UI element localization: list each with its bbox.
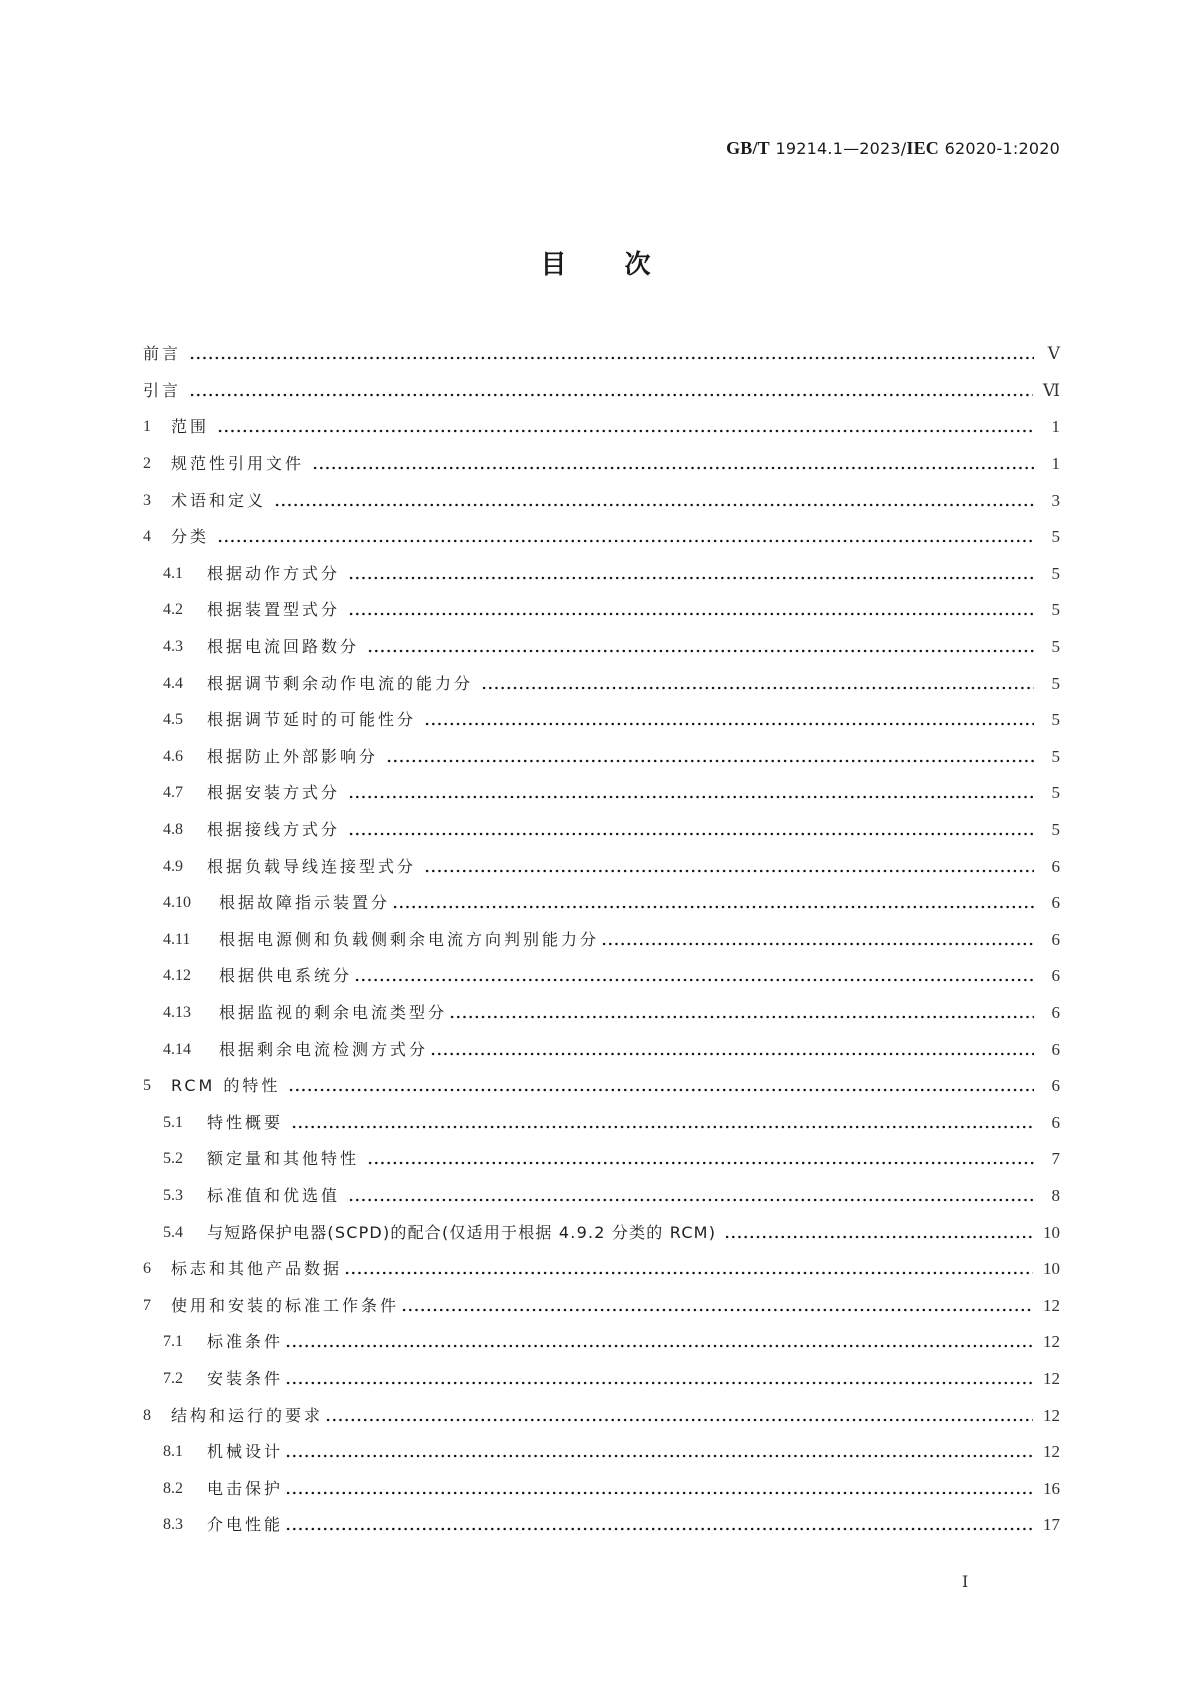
toc-entry-label: 介电性能 bbox=[207, 1515, 284, 1535]
toc-entry-number: 4.3 bbox=[163, 638, 183, 656]
toc-entry-page: 6 bbox=[1051, 1039, 1060, 1059]
dot-leader bbox=[285, 1479, 1033, 1499]
dot-leader bbox=[367, 637, 1034, 657]
toc-entry-page: 6 bbox=[1051, 929, 1060, 949]
toc-entry-4-6[interactable] bbox=[143, 739, 1060, 776]
toc-entry-4-1[interactable] bbox=[143, 556, 1060, 593]
dot-leader bbox=[724, 1223, 1033, 1243]
toc-entry-5-1[interactable] bbox=[143, 1104, 1060, 1141]
toc-entry-page: 12 bbox=[1043, 1368, 1060, 1388]
toc-entry-8-3[interactable] bbox=[143, 1507, 1060, 1544]
toc-entry-page: 5 bbox=[1051, 746, 1060, 766]
iec-prefix: IEC bbox=[906, 138, 940, 158]
toc-entry-8-1[interactable] bbox=[143, 1434, 1060, 1471]
toc-entry-number: 5.1 bbox=[163, 1113, 183, 1131]
toc-entry-4-7[interactable] bbox=[143, 775, 1060, 812]
toc-entry-label: 标志和其他产品数据 bbox=[171, 1259, 343, 1279]
toc-entry-number: 5.4 bbox=[163, 1223, 183, 1241]
toc-entry-label: 与短路保护电器(SCPD)的配合(仅适用于根据 4.9.2 分类的 RCM) bbox=[207, 1222, 717, 1242]
toc-entry-label: 标准条件 bbox=[207, 1332, 284, 1352]
toc-entry-5[interactable] bbox=[143, 1068, 1060, 1105]
toc-entry-number: 4.7 bbox=[163, 784, 183, 802]
toc-entry-label: 根据接线方式分 bbox=[207, 820, 341, 840]
toc-entry-page: 6 bbox=[1051, 1002, 1060, 1022]
dot-leader bbox=[401, 1296, 1033, 1316]
toc-entry-label: 根据故障指示装置分 bbox=[219, 893, 391, 913]
toc-entry-4-14[interactable] bbox=[143, 1031, 1060, 1068]
toc-entry-label: 特性概要 bbox=[207, 1112, 284, 1132]
dot-leader bbox=[285, 1515, 1033, 1535]
toc-entry-page: 1 bbox=[1051, 417, 1060, 437]
toc-entry-label: 术语和定义 bbox=[171, 490, 267, 510]
toc-entry-number: 4 bbox=[143, 528, 151, 546]
dot-leader bbox=[601, 930, 1034, 950]
dot-leader bbox=[285, 1332, 1033, 1352]
dot-leader bbox=[354, 966, 1034, 986]
dot-leader bbox=[348, 783, 1034, 803]
toc-entry-page: 5 bbox=[1051, 783, 1060, 803]
toc-entry-4-10[interactable] bbox=[143, 885, 1060, 922]
toc-entry-number: 4.14 bbox=[163, 1040, 191, 1058]
toc-entry-4-3[interactable] bbox=[143, 629, 1060, 666]
toc-entry-label: 根据负载导线连接型式分 bbox=[207, 856, 417, 876]
toc-entry-label: 根据调节延时的可能性分 bbox=[207, 710, 417, 730]
toc-entry-page: 6 bbox=[1051, 856, 1060, 876]
toc-entry-7-1[interactable] bbox=[143, 1324, 1060, 1361]
toc-entry-number: 5.3 bbox=[163, 1186, 183, 1204]
toc-entry-label: 电击保护 bbox=[207, 1478, 284, 1498]
toc-entry-label: 根据安装方式分 bbox=[207, 783, 341, 803]
toc-entry-number: 8 bbox=[143, 1406, 151, 1424]
toc-entry-page: 7 bbox=[1051, 1149, 1060, 1169]
toc-entry-label: 根据动作方式分 bbox=[207, 563, 341, 583]
dot-leader bbox=[189, 344, 1034, 364]
toc-entry-introduction[interactable] bbox=[143, 373, 1060, 410]
toc-entry-number: 6 bbox=[143, 1260, 151, 1278]
toc-entry-foreword[interactable] bbox=[143, 336, 1060, 373]
toc-entry-page: 3 bbox=[1051, 490, 1060, 510]
toc-entry-3[interactable] bbox=[143, 482, 1060, 519]
toc-entry-page: 5 bbox=[1051, 820, 1060, 840]
toc-entry-7-2[interactable] bbox=[143, 1361, 1060, 1398]
toc-entry-number: 7.2 bbox=[163, 1369, 183, 1387]
dot-leader bbox=[285, 1442, 1033, 1462]
dot-leader bbox=[481, 674, 1034, 694]
toc-entry-number: 2 bbox=[143, 455, 151, 473]
toc-entry-label: 根据供电系统分 bbox=[219, 966, 353, 986]
toc-entry-number: 4.12 bbox=[163, 967, 191, 985]
toc-entry-page: Ⅵ bbox=[1042, 380, 1060, 400]
dot-leader bbox=[392, 893, 1034, 913]
dot-leader bbox=[274, 491, 1034, 511]
toc-entry-page: 8 bbox=[1051, 1185, 1060, 1205]
dot-leader bbox=[348, 1186, 1034, 1206]
toc-entry-page: 5 bbox=[1051, 600, 1060, 620]
page-title-char-1: 目 bbox=[540, 250, 567, 280]
dot-leader bbox=[344, 1259, 1033, 1279]
toc-entry-7[interactable] bbox=[143, 1287, 1060, 1324]
dot-leader bbox=[325, 1406, 1033, 1426]
toc-entry-number: 5.2 bbox=[163, 1150, 183, 1168]
page-title bbox=[0, 244, 1191, 281]
toc-entry-number: 8.2 bbox=[163, 1479, 183, 1497]
toc-entry-4-11[interactable] bbox=[143, 922, 1060, 959]
toc-entry-number: 8.1 bbox=[163, 1443, 183, 1461]
toc-entry-4-13[interactable] bbox=[143, 995, 1060, 1032]
toc-entry-label: 根据剩余电流检测方式分 bbox=[219, 1039, 429, 1059]
dot-leader bbox=[348, 820, 1034, 840]
toc-entry-page: 5 bbox=[1051, 710, 1060, 730]
toc-entry-page: 6 bbox=[1051, 966, 1060, 986]
toc-entry-page: 16 bbox=[1043, 1478, 1060, 1498]
toc-entry-page: 6 bbox=[1051, 893, 1060, 913]
toc-entry-label: 根据防止外部影响分 bbox=[207, 746, 379, 766]
toc-entry-4-8[interactable] bbox=[143, 812, 1060, 849]
toc-entry-page: 5 bbox=[1051, 527, 1060, 547]
toc-entry-number: 7 bbox=[143, 1296, 151, 1314]
dot-leader bbox=[386, 747, 1034, 767]
toc-entry-label: 分类 bbox=[171, 527, 210, 547]
toc-entry-page: 12 bbox=[1043, 1332, 1060, 1352]
dot-leader bbox=[285, 1369, 1033, 1389]
toc-entry-label: 结构和运行的要求 bbox=[171, 1405, 324, 1425]
toc-entry-label: RCM 的特性 bbox=[171, 1076, 281, 1096]
toc-entry-5-4[interactable] bbox=[143, 1214, 1060, 1251]
toc-entry-4-5[interactable] bbox=[143, 702, 1060, 739]
toc-entry-number: 4.1 bbox=[163, 564, 183, 582]
toc-entry-label: 安装条件 bbox=[207, 1368, 284, 1388]
toc-entry-number: 5 bbox=[143, 1077, 151, 1095]
dot-leader bbox=[424, 857, 1034, 877]
toc-entry-label: 标准值和优选值 bbox=[207, 1185, 341, 1205]
toc-entry-number: 4.5 bbox=[163, 711, 183, 729]
dot-leader bbox=[348, 600, 1034, 620]
toc-entry-label: 机械设计 bbox=[207, 1442, 284, 1462]
dot-leader bbox=[288, 1076, 1034, 1096]
toc-entry-label: 引言 bbox=[143, 380, 182, 400]
toc-entry-4-9[interactable] bbox=[143, 848, 1060, 885]
toc-entry-number: 4.9 bbox=[163, 857, 183, 875]
toc-entry-label: 根据电流回路数分 bbox=[207, 637, 360, 657]
toc-entry-label: 前言 bbox=[143, 344, 182, 364]
toc-entry-page: 6 bbox=[1051, 1076, 1060, 1096]
toc-entry-4[interactable] bbox=[143, 519, 1060, 556]
toc-entry-page: 10 bbox=[1043, 1259, 1060, 1279]
toc-entry-page: Ⅴ bbox=[1047, 344, 1060, 364]
dot-leader bbox=[424, 710, 1034, 730]
toc-entry-label: 使用和安装的标准工作条件 bbox=[171, 1295, 400, 1315]
toc-entry-page: 12 bbox=[1043, 1442, 1060, 1462]
standard-prefix: GB/T bbox=[726, 138, 770, 158]
toc-entry-number: 4.4 bbox=[163, 674, 183, 692]
toc-entry-label: 根据调节剩余动作电流的能力分 bbox=[207, 673, 474, 693]
dot-leader bbox=[430, 1040, 1034, 1060]
toc-entry-2[interactable] bbox=[143, 446, 1060, 483]
toc-entry-page: 17 bbox=[1043, 1515, 1060, 1535]
toc-entry-4-2[interactable] bbox=[143, 592, 1060, 629]
toc-entry-8-2[interactable] bbox=[143, 1470, 1060, 1507]
dot-leader bbox=[189, 381, 1033, 401]
toc-entry-number: 3 bbox=[143, 491, 151, 509]
standard-number: 19214.1—2023/ bbox=[775, 139, 907, 158]
toc-entry-8[interactable] bbox=[143, 1397, 1060, 1434]
toc-entry-label: 范围 bbox=[171, 417, 210, 437]
toc-entry-number: 4.8 bbox=[163, 821, 183, 839]
toc-entry-number: 4.10 bbox=[163, 894, 191, 912]
toc-entry-page: 5 bbox=[1051, 563, 1060, 583]
page-number: Ⅰ bbox=[962, 1574, 969, 1591]
toc-entry-label: 额定量和其他特性 bbox=[207, 1149, 360, 1169]
dot-leader bbox=[291, 1113, 1034, 1133]
toc-entry-5-3[interactable] bbox=[143, 1178, 1060, 1215]
toc-entry-number: 4.13 bbox=[163, 1003, 191, 1021]
toc-entry-label: 根据电源侧和负载侧剩余电流方向判别能力分 bbox=[219, 929, 600, 949]
toc-entry-5-2[interactable] bbox=[143, 1141, 1060, 1178]
toc-entry-page: 12 bbox=[1043, 1295, 1060, 1315]
page-title-char-2: 次 bbox=[624, 250, 651, 280]
toc-entry-number: 7.1 bbox=[163, 1333, 183, 1351]
table-of-contents bbox=[143, 336, 1060, 1544]
iec-number: 62020-1:2020 bbox=[944, 139, 1060, 158]
dot-leader bbox=[217, 417, 1034, 437]
toc-entry-number: 4.6 bbox=[163, 747, 183, 765]
toc-entry-number: 1 bbox=[143, 418, 151, 436]
toc-entry-number: 4.2 bbox=[163, 601, 183, 619]
toc-entry-1[interactable] bbox=[143, 409, 1060, 446]
dot-leader bbox=[312, 454, 1034, 474]
toc-entry-page: 12 bbox=[1043, 1405, 1060, 1425]
dot-leader bbox=[449, 1003, 1034, 1023]
dot-leader bbox=[367, 1149, 1034, 1169]
toc-entry-number: 4.11 bbox=[163, 930, 191, 948]
standard-designation bbox=[726, 138, 1060, 159]
toc-entry-4-4[interactable] bbox=[143, 665, 1060, 702]
dot-leader bbox=[217, 527, 1034, 547]
toc-entry-page: 5 bbox=[1051, 673, 1060, 693]
toc-entry-label: 根据装置型式分 bbox=[207, 600, 341, 620]
toc-entry-label: 规范性引用文件 bbox=[171, 454, 305, 474]
toc-entry-number: 8.3 bbox=[163, 1516, 183, 1534]
toc-entry-page: 10 bbox=[1043, 1222, 1060, 1242]
dot-leader bbox=[348, 564, 1034, 584]
toc-entry-4-12[interactable] bbox=[143, 958, 1060, 995]
toc-entry-page: 5 bbox=[1051, 637, 1060, 657]
toc-entry-label: 根据监视的剩余电流类型分 bbox=[219, 1002, 448, 1022]
toc-entry-page: 1 bbox=[1051, 454, 1060, 474]
toc-entry-page: 6 bbox=[1051, 1112, 1060, 1132]
toc-entry-6[interactable] bbox=[143, 1251, 1060, 1288]
